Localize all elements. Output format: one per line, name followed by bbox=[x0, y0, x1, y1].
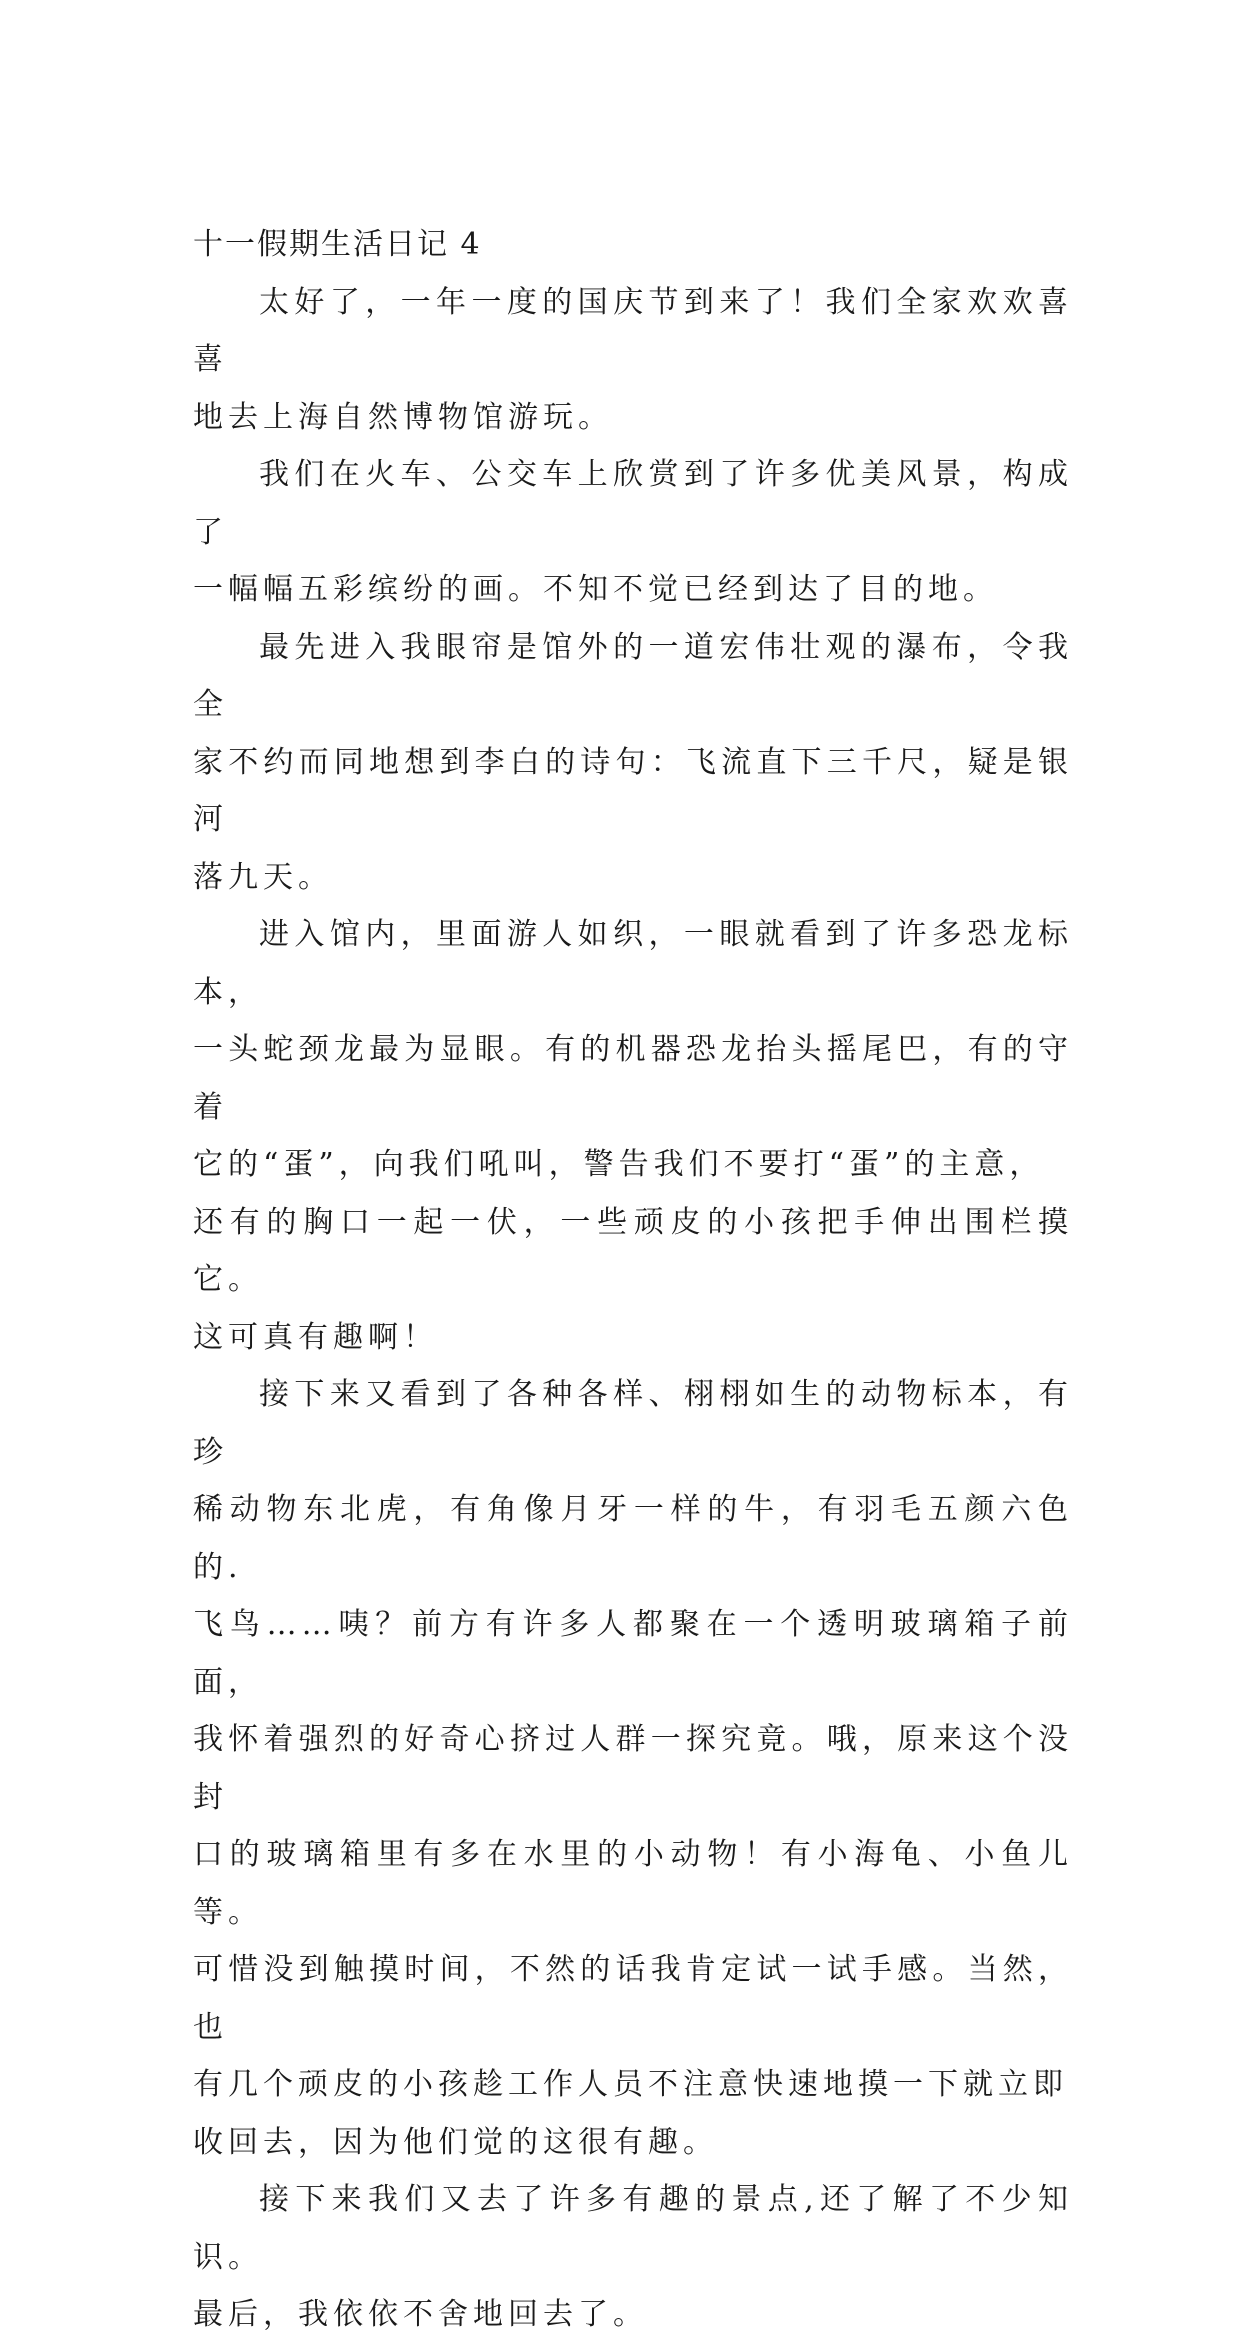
paragraph-5: 接下来又看到了各种各样、栩栩如生的动物标本，有珍 稀动物东北虎，有角像月牙一样的牛，有羽毛五颜六色的. 飞鸟……咦？前方有许多人都聚在一个透明玻璃箱子前面， 我怀着强烈的好奇心挤过人群一探究竟。哦，原来这个没封 口的玻璃箱里有多在水里的小动物！有小海龟、小鱼儿等。 可惜没到触摸时间，不然的话我肯定试一试手感。当然，也 有几个顽皮的小孩趁工作人员不注意快速地摸一下就立即 收回去，因为他们觉的这很有趣。 bbox=[193, 1377, 1073, 2160]
paragraph-1: 太好了，一年一度的国庆节到来了！我们全家欢欢喜喜 地去上海自然博物馆游玩。 bbox=[193, 284, 1073, 435]
paragraph-6: 接下来我们又去了许多有趣的景点,还了解了不少知识。 最后，我依依不舍地回去了。 bbox=[193, 2182, 1073, 2332]
document-title: 十一假期生活日记 4 bbox=[193, 227, 482, 262]
paragraph-3: 最先进入我眼帘是馆外的一道宏伟壮观的瀑布，令我全 家不约而同地想到李白的诗句：飞流直下三千尺，疑是银河 落九天。 bbox=[193, 629, 1073, 895]
document-body bbox=[193, 216, 1073, 2344]
paragraph-4: 进入馆内，里面游人如织，一眼就看到了许多恐龙标本， 一头蛇颈龙最为显眼。有的机器恐龙抬头摇尾巴，有的守着 它的“蛋”，向我们吼叫，警告我们不要打“蛋”的主意， 还有的胸口一起一伏，一些顽皮的小孩把手伸出围栏摸它。 这可真有趣啊！ bbox=[193, 917, 1073, 1355]
paragraph-2: 我们在火车、公交车上欣赏到了许多优美风景，构成了 一幅幅五彩缤纷的画。不知不觉已经到达了目的地。 bbox=[193, 457, 1073, 607]
